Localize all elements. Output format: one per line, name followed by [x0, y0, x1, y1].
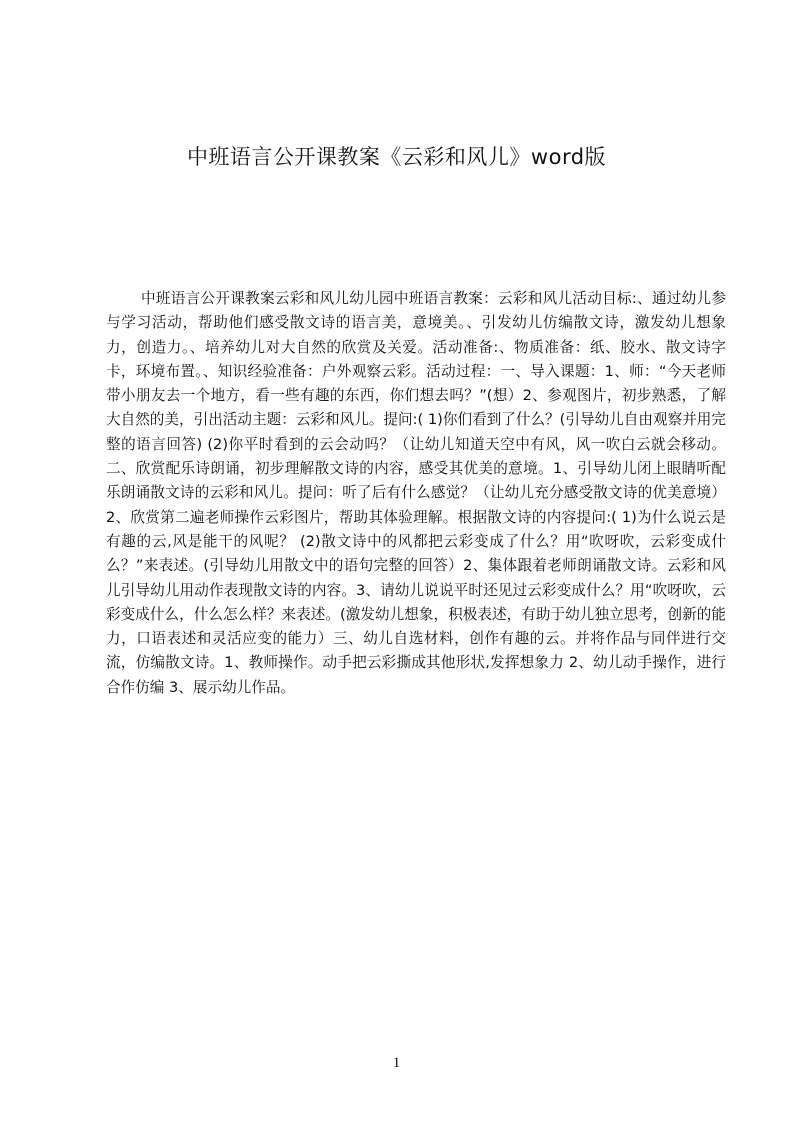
document-body-paragraph: 中班语言公开课教案云彩和风儿幼儿园中班语言教案：云彩和风儿活动目标:、通过幼儿参与学习活动，帮助他们感受散文诗的语言美，意境美。、引发幼儿仿编散文诗，激发幼儿想象力，创造力。、培养幼儿对大自然的欣赏及关爱。活动准备:、物质准备：纸、胶水、散文诗字卡，环境布置。、知识经验准备：户外观察云彩。活动过程：一、导入课题：1、师：“今天老师带小朋友去一个地方，看一些有趣的东西，你们想去吗？”(想）2、参观图片，初步熟悉，了解大自然的美，引出活动主题：云彩和风儿。提问:( 1)你们看到了什么？(引导幼儿自由观察并用完整的语言回答) (2)你平时看到的云会动吗？（让幼儿知道天空中有风，风一吹白云就会移动。二、欣赏配乐诗朗诵，初步理解散文诗的内容，感受其优美的意境。1、引导幼儿闭上眼睛听配乐朗诵散文诗的云彩和风儿。提问：听了后有什么感觉？（让幼儿充分感受散文诗的优美意境）2、欣赏第二遍老师操作云彩图片，帮助其体验理解。根据散文诗的内容提问:( 1)为什么说云是有趣的云,风是能干的风呢？ (2)散文诗中的风都把云彩变成了什么？用“吹呀吹，云彩变成什么？”来表述。(引导幼儿用散文中的语句完整的回答）2、集体跟着老师朗诵散文诗。云彩和风儿引导幼儿用动作表现散文诗的内容。3、请幼儿说说平时还见过云彩变成什么？用“吹呀吹，云彩变成什么，什么怎么样？来表述。(激发幼儿想象，积极表述，有助于幼儿独立思考，创新的能力，口语表述和灵活应变的能力）三、幼儿自选材料，创作有趣的云。并将作品与同伴进行交流，仿编散文诗。1、教师操作。动手把云彩撕成其他形状,发挥想象力 2、幼儿动手操作，进行合作仿编 3、展示幼儿作品。: [106, 290, 726, 696]
document-title: 中班语言公开课教案《云彩和风儿》word版: [186, 145, 607, 169]
page-number: 1: [392, 1055, 401, 1071]
